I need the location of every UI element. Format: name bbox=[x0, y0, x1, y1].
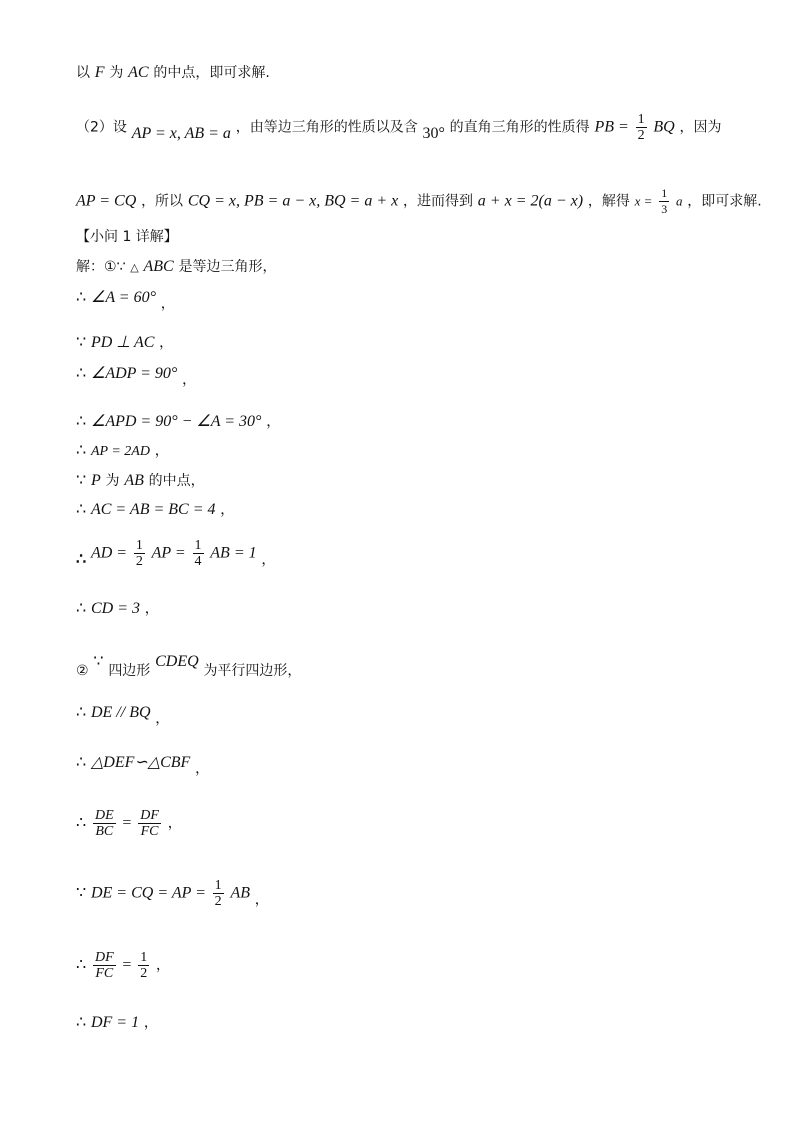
fraction bbox=[659, 186, 669, 217]
math: a bbox=[675, 193, 683, 209]
fraction-numerator: 1 bbox=[140, 950, 148, 965]
math: PB = bbox=[594, 118, 629, 136]
fraction-denominator: BC bbox=[93, 823, 116, 839]
text: ，因为 bbox=[679, 119, 722, 136]
fraction-numerator: DF bbox=[94, 950, 114, 965]
math: F bbox=[94, 64, 105, 81]
section-heading bbox=[76, 226, 178, 247]
fraction bbox=[636, 112, 647, 143]
fraction-numerator: 1 bbox=[214, 878, 222, 893]
text: 为平行四边形， bbox=[203, 663, 302, 679]
math: BQ bbox=[653, 118, 675, 136]
math: AP = x, AB = a bbox=[131, 124, 231, 142]
text-line-17 bbox=[76, 752, 210, 777]
text: （2）设 bbox=[76, 119, 127, 136]
text-line-15 bbox=[76, 653, 302, 681]
because-symbol: ∵ bbox=[76, 472, 87, 489]
text-line-16 bbox=[76, 702, 170, 727]
fraction bbox=[138, 808, 161, 839]
text: ， bbox=[144, 601, 159, 617]
text-line-1 bbox=[76, 62, 270, 83]
fraction bbox=[213, 878, 224, 909]
math: ∠A = 60° bbox=[90, 289, 156, 306]
fraction-numerator: 1 bbox=[135, 538, 143, 553]
therefore-symbol: ∴ bbox=[76, 550, 87, 568]
text: 的直角三角形的性质得 bbox=[449, 119, 590, 136]
math: CQ = x, PB = a − x, BQ = a + x bbox=[187, 192, 399, 210]
therefore-symbol: ∴ bbox=[76, 289, 87, 306]
text: ， bbox=[254, 891, 269, 908]
fraction-numerator: 1 bbox=[661, 186, 668, 200]
text: 的中点， bbox=[148, 473, 205, 489]
math: CD = 3 bbox=[90, 600, 140, 617]
text: ，即可求解. bbox=[687, 193, 762, 210]
fraction-denominator: FC bbox=[93, 965, 116, 981]
text: 的中点，即可求解. bbox=[153, 65, 270, 81]
fraction bbox=[93, 808, 116, 839]
text: ② bbox=[76, 663, 89, 679]
fraction-denominator: 3 bbox=[661, 202, 668, 216]
text-line-18 bbox=[76, 808, 182, 839]
text-line-12 bbox=[76, 499, 234, 520]
math: AC bbox=[128, 64, 149, 81]
text-line-13 bbox=[76, 538, 275, 569]
text: ，所以 bbox=[141, 193, 184, 210]
math: AP = bbox=[151, 544, 186, 562]
because-symbol: ∵ bbox=[76, 334, 87, 351]
therefore-symbol: ∴ bbox=[76, 501, 87, 518]
math: ∠ADP = 90° bbox=[90, 365, 178, 382]
math: CDEQ bbox=[155, 653, 199, 670]
equals-symbol: = bbox=[122, 956, 132, 974]
fraction bbox=[134, 538, 145, 569]
text: ，进而得到 bbox=[403, 193, 474, 210]
because-symbol: ∵ bbox=[93, 653, 104, 670]
text: ， bbox=[143, 1015, 158, 1031]
text-line-3 bbox=[76, 186, 762, 217]
math: x = bbox=[634, 193, 653, 209]
text-line-6 bbox=[76, 287, 175, 312]
math: PD ⊥ AC bbox=[90, 334, 155, 351]
text-line-5 bbox=[76, 256, 277, 278]
therefore-symbol: ∴ bbox=[76, 956, 87, 974]
fraction-denominator: 4 bbox=[194, 554, 202, 569]
math: ABC bbox=[143, 258, 174, 275]
text: ， bbox=[159, 335, 174, 351]
fraction-numerator: DF bbox=[140, 808, 159, 823]
text-line-20 bbox=[76, 950, 170, 981]
fraction-numerator: DE bbox=[94, 808, 114, 823]
text: 四边形 bbox=[108, 663, 151, 679]
text-line-14 bbox=[76, 598, 159, 619]
text: ， bbox=[220, 502, 235, 518]
text: ，解得 bbox=[587, 193, 630, 210]
text-line-8 bbox=[76, 363, 197, 388]
triangle-symbol: △ bbox=[130, 262, 139, 274]
fraction-numerator: 1 bbox=[194, 538, 202, 553]
math: DE // BQ bbox=[90, 704, 151, 721]
therefore-symbol: ∴ bbox=[76, 365, 87, 382]
math: AB = 1 bbox=[210, 544, 257, 562]
math: AP = CQ bbox=[76, 192, 137, 210]
text: ， bbox=[266, 414, 281, 430]
text: ， bbox=[167, 815, 182, 832]
text: 为 bbox=[109, 65, 124, 81]
therefore-symbol: ∴ bbox=[76, 704, 87, 721]
text: ， bbox=[154, 443, 169, 459]
math: AC = AB = BC = 4 bbox=[90, 501, 216, 518]
therefore-symbol: ∴ bbox=[76, 413, 87, 430]
fraction-denominator: 2 bbox=[637, 128, 645, 143]
math: DE = CQ = AP = bbox=[90, 884, 206, 902]
text: ， bbox=[182, 372, 197, 388]
text: 以 bbox=[76, 65, 90, 81]
therefore-symbol: ∴ bbox=[76, 754, 87, 771]
text-line-19 bbox=[76, 878, 269, 909]
math: DF = 1 bbox=[90, 1014, 140, 1031]
text: 【小问 1 详解】 bbox=[76, 229, 178, 245]
text-line-7 bbox=[76, 332, 173, 353]
text: ，由等边三角形的性质以及含 bbox=[235, 119, 418, 136]
therefore-symbol: ∴ bbox=[76, 1014, 87, 1031]
math: a + x = 2(a − x) bbox=[477, 192, 584, 210]
math: 30° bbox=[422, 124, 445, 142]
fraction bbox=[93, 950, 116, 981]
fraction bbox=[138, 950, 149, 981]
text: ， bbox=[155, 711, 170, 727]
math: ∠APD = 90° − ∠A = 30° bbox=[90, 413, 262, 430]
math: AD = bbox=[90, 544, 128, 562]
fraction-numerator: 1 bbox=[637, 112, 645, 127]
text-line-2 bbox=[76, 112, 721, 143]
text: ， bbox=[195, 761, 210, 777]
therefore-symbol: ∴ bbox=[76, 600, 87, 617]
text: ， bbox=[156, 957, 171, 974]
fraction bbox=[193, 538, 204, 569]
math: △DEF∽△CBF bbox=[90, 754, 191, 771]
fraction-denominator: FC bbox=[138, 823, 161, 839]
equals-symbol: = bbox=[122, 814, 132, 832]
text-line-9 bbox=[76, 411, 280, 432]
math: AB bbox=[124, 472, 144, 489]
text-line-21 bbox=[76, 1012, 158, 1033]
text: ， bbox=[160, 296, 175, 312]
text: 解：①∵ bbox=[76, 259, 126, 275]
fraction-denominator: 2 bbox=[214, 894, 222, 909]
fraction-denominator: 2 bbox=[135, 554, 143, 569]
text: 是等边三角形， bbox=[178, 259, 277, 275]
math: AB bbox=[230, 884, 250, 902]
text: 为 bbox=[105, 473, 120, 489]
math: AP = 2AD bbox=[90, 444, 150, 459]
therefore-symbol: ∴ bbox=[76, 442, 87, 459]
therefore-symbol: ∴ bbox=[76, 814, 87, 832]
text-line-10 bbox=[76, 440, 169, 462]
text: ， bbox=[261, 551, 276, 568]
fraction-denominator: 2 bbox=[140, 966, 148, 981]
math: P bbox=[90, 472, 101, 489]
text-line-11 bbox=[76, 470, 205, 491]
because-symbol: ∵ bbox=[76, 884, 87, 902]
